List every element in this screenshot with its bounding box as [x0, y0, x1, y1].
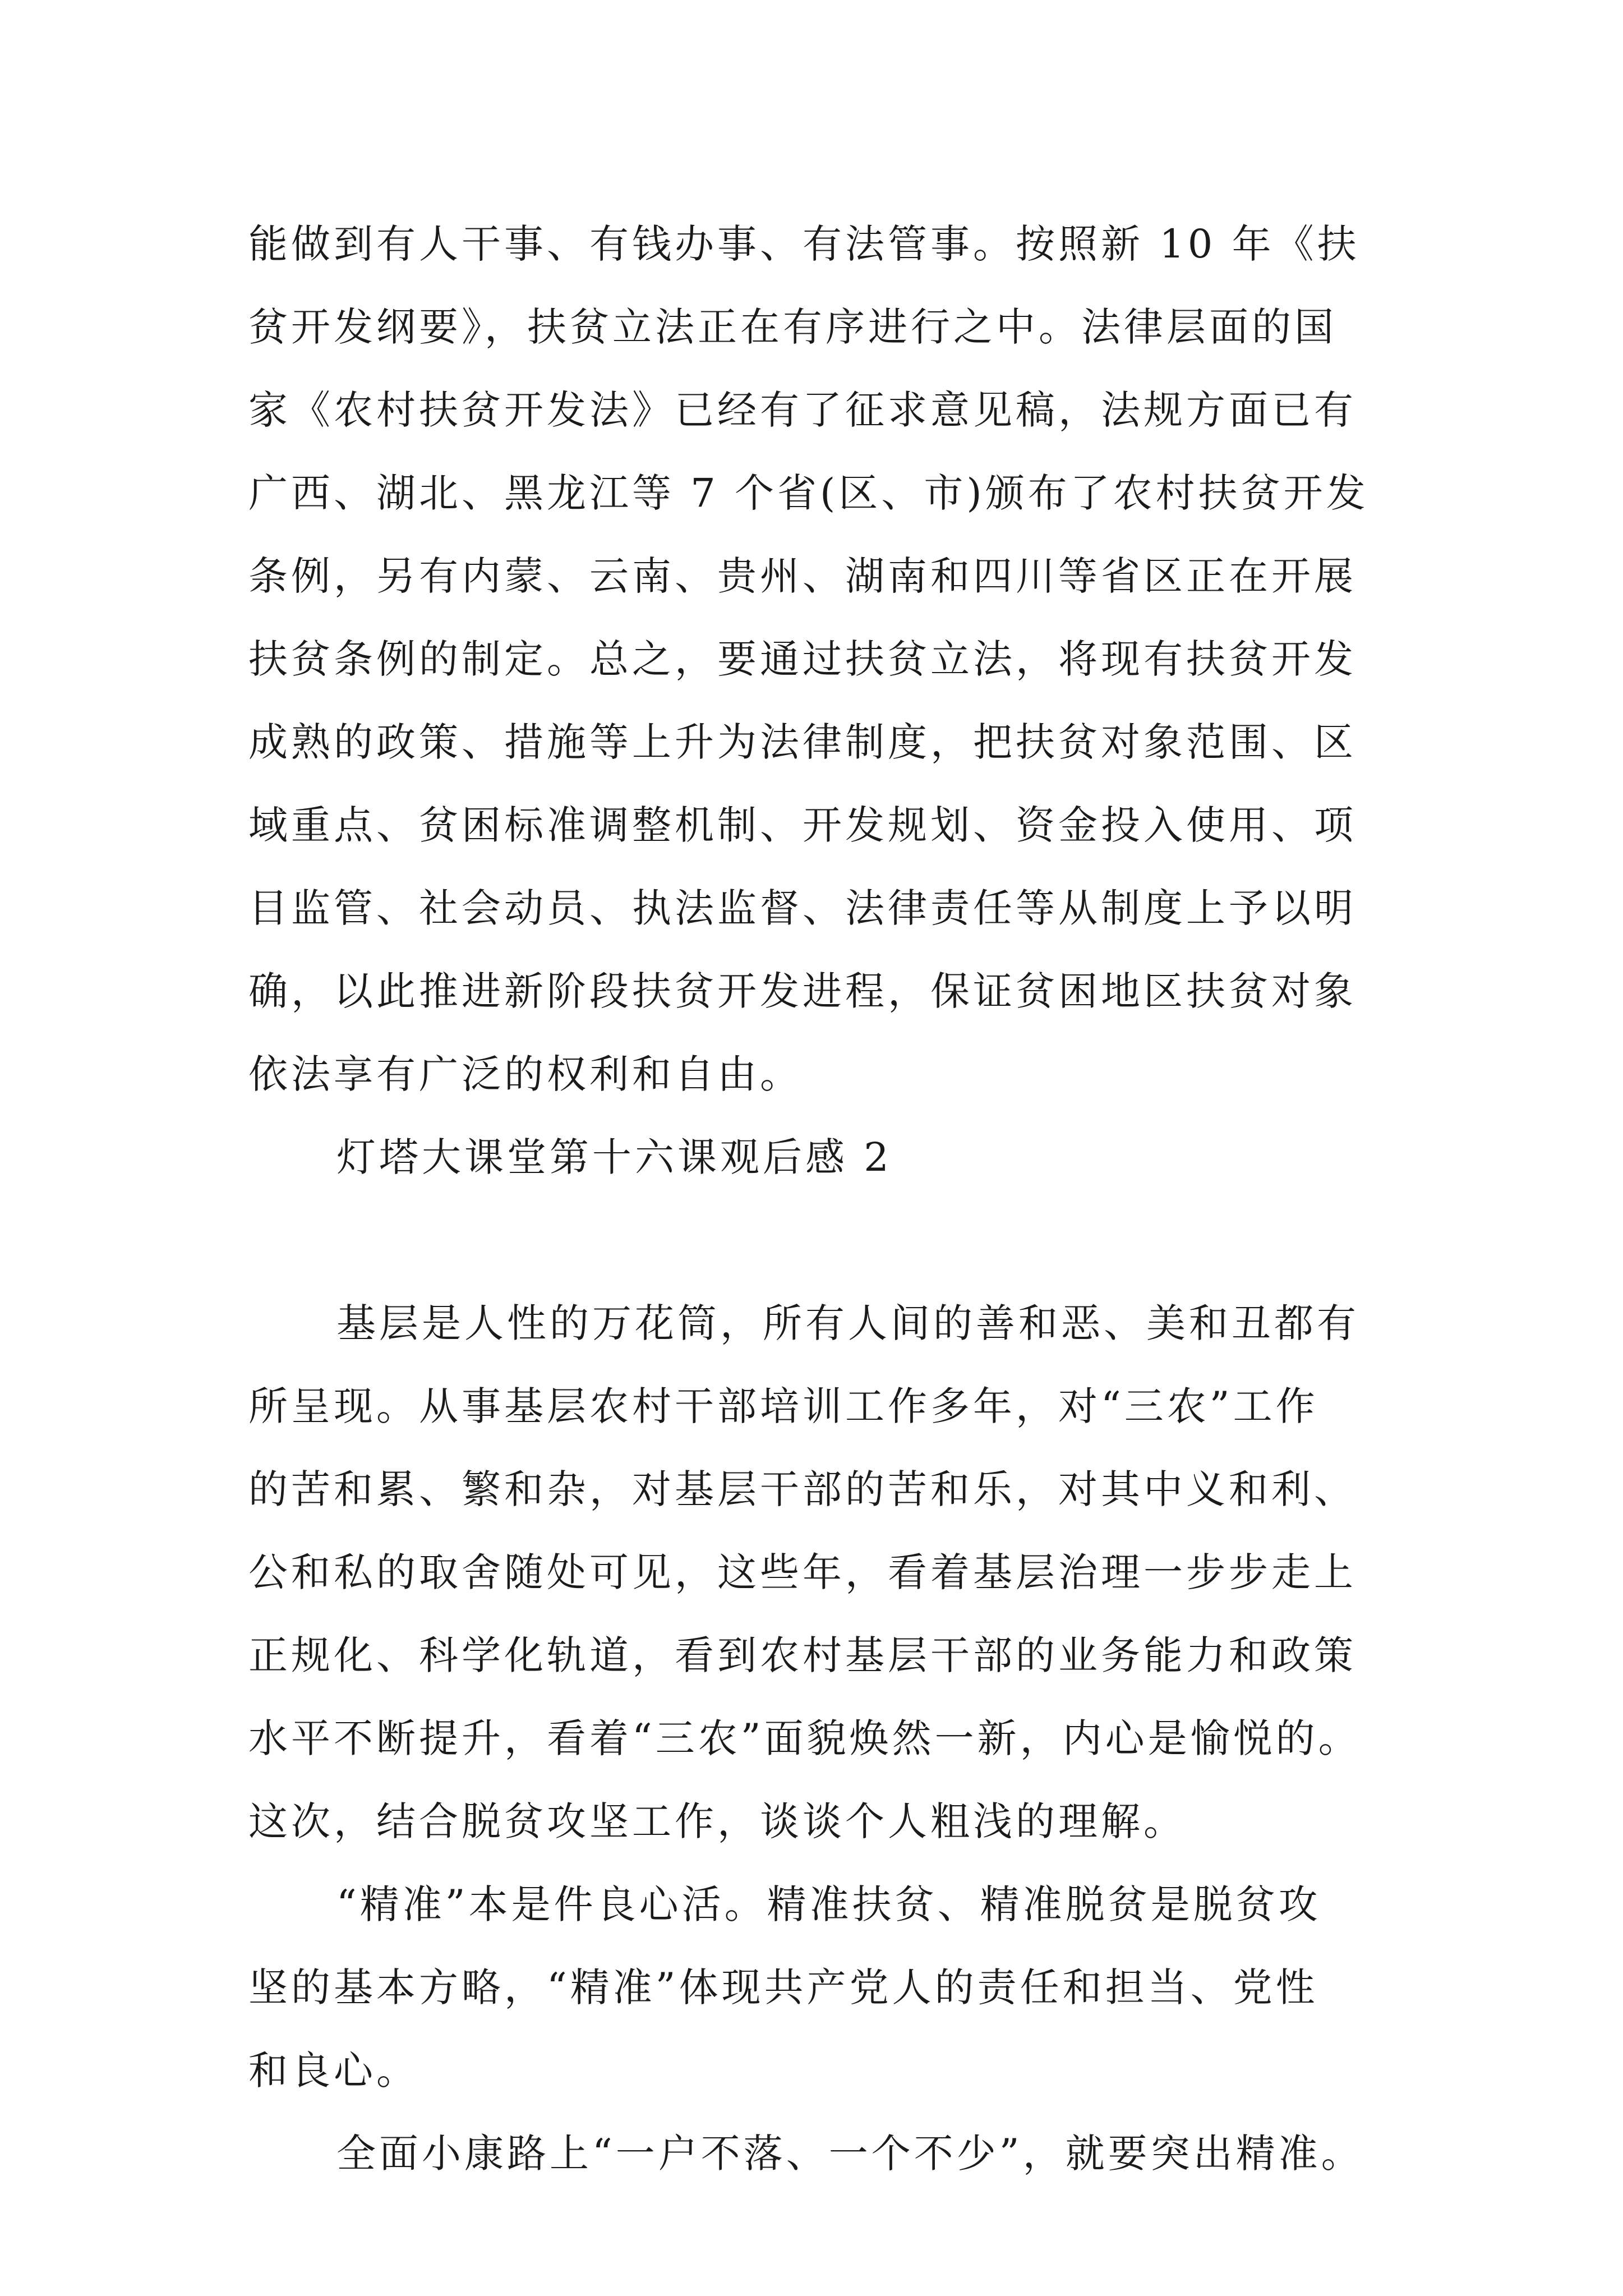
paragraph-line: 基层是人性的万花筒，所有人间的善和恶、美和丑都有 — [336, 1300, 1359, 1346]
paragraph-line: 能做到有人干事、有钱办事、有法管事。按照新 10 年《扶 — [248, 221, 1360, 267]
paragraph-line: 域重点、贫困标准调整机制、开发规划、资金投入使用、项 — [248, 802, 1357, 848]
paragraph-line: 依法享有广泛的权利和自由。 — [248, 1051, 803, 1097]
paragraph-line: 和良心。 — [248, 2047, 419, 2093]
paragraph-line: 坚的基本方略，“精准”体现共产党人的责任和担当、党性 — [248, 1964, 1318, 2010]
paragraph-line: 扶贫条例的制定。总之，要通过扶贫立法，将现有扶贫开发 — [248, 636, 1357, 682]
paragraph-line: 水平不断提升，看着“三农”面貌焕然一新，内心是愉悦的。 — [248, 1715, 1361, 1761]
paragraph-line: “精准”本是件良心活。精准扶贫、精准脱贫是脱贫攻 — [336, 1881, 1321, 1927]
paragraph-line: 公和私的取舍随处可见，这些年，看着基层治理一步步走上 — [248, 1549, 1357, 1595]
section-title: 灯塔大课堂第十六课观后感 2 — [336, 1134, 892, 1180]
paragraph-line: 目监管、社会动员、执法监督、法律责任等从制度上予以明 — [248, 885, 1357, 931]
paragraph-line: 家《农村扶贫开发法》已经有了征求意见稿，法规方面已有 — [248, 387, 1357, 433]
paragraph-line: 所呈现。从事基层农村干部培训工作多年，对“三农”工作 — [248, 1383, 1318, 1429]
paragraph-line: 正规化、科学化轨道，看到农村基层干部的业务能力和政策 — [248, 1632, 1357, 1678]
paragraph-line: 这次，结合脱贫攻坚工作，谈谈个人粗浅的理解。 — [248, 1798, 1186, 1844]
paragraph-line: 全面小康路上“一户不落、一个不少”，就要突出精准。 — [336, 2131, 1364, 2177]
paragraph-line: 贫开发纲要》，扶贫立法正在有序进行之中。法律层面的国 — [248, 304, 1337, 350]
paragraph-line: 成熟的政策、措施等上升为法律制度，把扶贫对象范围、区 — [248, 719, 1357, 765]
paragraph-line: 确，以此推进新阶段扶贫开发进程，保证贫困地区扶贫对象 — [248, 968, 1357, 1014]
paragraph-line: 条例，另有内蒙、云南、贵州、湖南和四川等省区正在开展 — [248, 553, 1357, 599]
paragraph-line: 广西、湖北、黑龙江等 7 个省(区、市)颁布了农村扶贫开发 — [248, 470, 1369, 516]
paragraph-line: 的苦和累、繁和杂，对基层干部的苦和乐，对其中义和利、 — [248, 1466, 1357, 1512]
